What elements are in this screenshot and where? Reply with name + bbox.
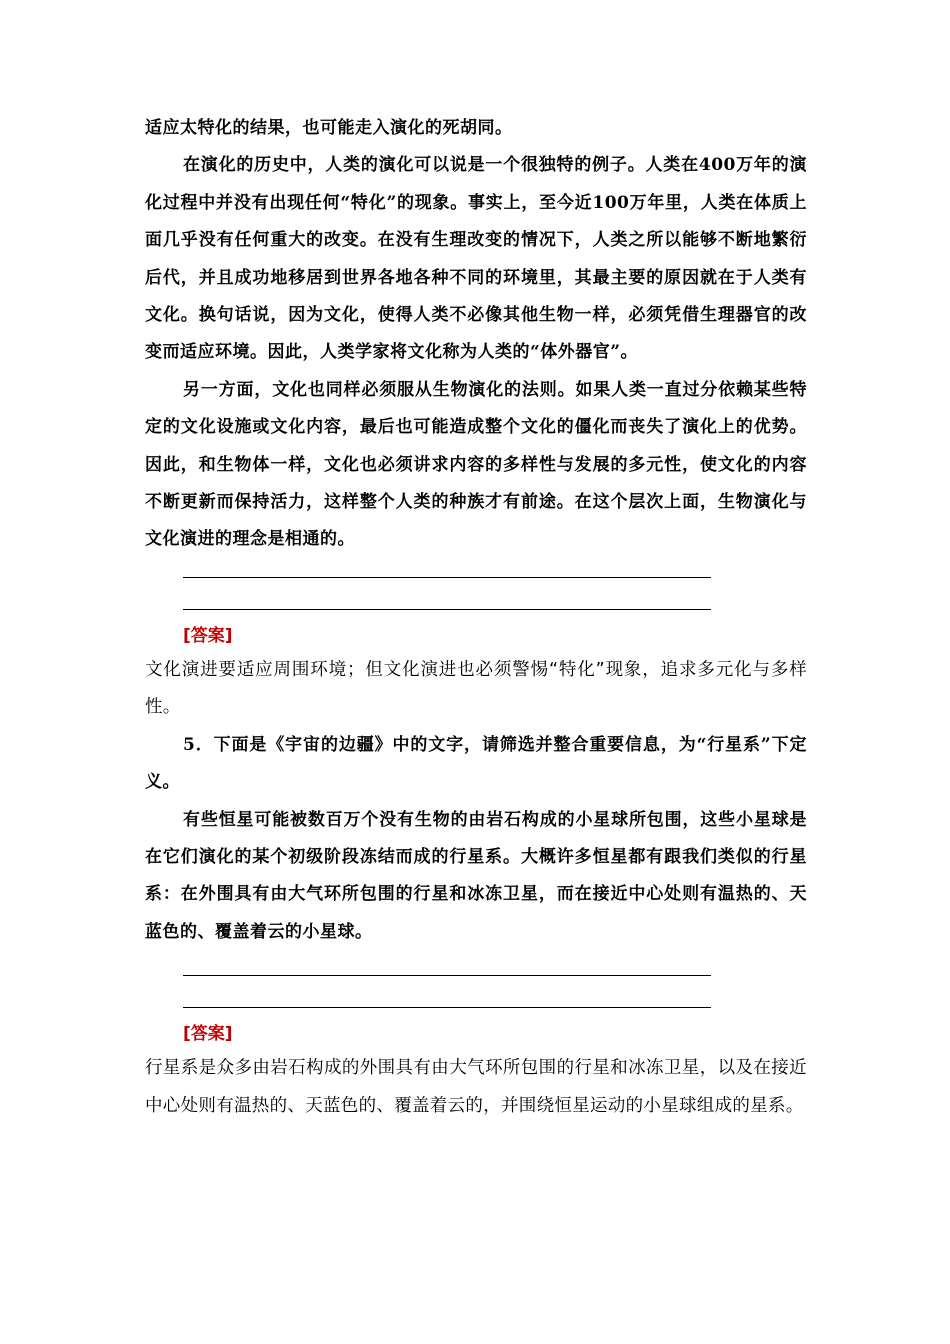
passage-paragraph-2: 在演化的历史中，人类的演化可以说是一个很独特的例子。人类在400万年的演化过程中并没有出现任何“特化”的现象。事实上，至今近100万年里，人类在体质上面几乎没有任何重大的改变。在没有生理改变的情况下，人类之所以能够不断地繁衍后代，并且成功地移居到世界各地各种不同的环境里，其最主要的原因就在于人类有文化。换句话说，因为文化，使得人类不必像其他生物一样，必须凭借生理器官的改变而适应环境。因此，人类学家将文化称为人类的“体外器官”。 (145, 155, 807, 363)
answer-blank-line-2[interactable] (183, 609, 711, 610)
q5-passage: 有些恒星可能被数百万个没有生物的由岩石构成的小星球所包围，这些小星球是在它们演化的某个初级阶段冻结而成的行星系。大概许多恒星都有跟我们类似的行星系：在外围具有由大气环所包围的行星和冰冻卫星，而在接近中心处则有温热的、天蓝色的、覆盖着云的小星球。 (145, 809, 807, 942)
q4-answer-label: [答案] (183, 625, 233, 646)
passage-paragraph-3: 另一方面，文化也同样必须服从生物演化的法则。如果人类一直过分依赖某些特定的文化设施或文化内容，最后也可能造成整个文化的僵化而丧失了演化上的优势。因此，和生物体一样，文化也必须讲求内容的多样性与发展的多元性，使文化的内容不断更新而保持活力，这样整个人类的种族才有前途。在这个层次上面，生物演化与文化演进的理念是相通的。 (145, 379, 807, 550)
answer-blank-line-4[interactable] (183, 1007, 711, 1008)
passage-continued: 适应太特化的结果，也可能走入演化的死胡同。 (145, 118, 513, 138)
document-page (145, 110, 807, 1125)
q5-answer-text: 行星系是众多由岩石构成的外围具有由大气环所包围的行星和冰冻卫星，以及在接近中心处则有温热的、天蓝色的、覆盖着云的，并围绕恒星运动的小星球组成的星系。 (145, 1058, 807, 1116)
q5-prompt: 5．下面是《宇宙的边疆》中的文字，请筛选并整合重要信息，为“行星系”下定义。 (145, 734, 807, 793)
q4-answer-text: 文化演进要适应周围环境；但文化演进也必须警惕“特化”现象，追求多元化与多样性。 (145, 659, 807, 718)
q5-answer-label: [答案] (183, 1024, 233, 1045)
